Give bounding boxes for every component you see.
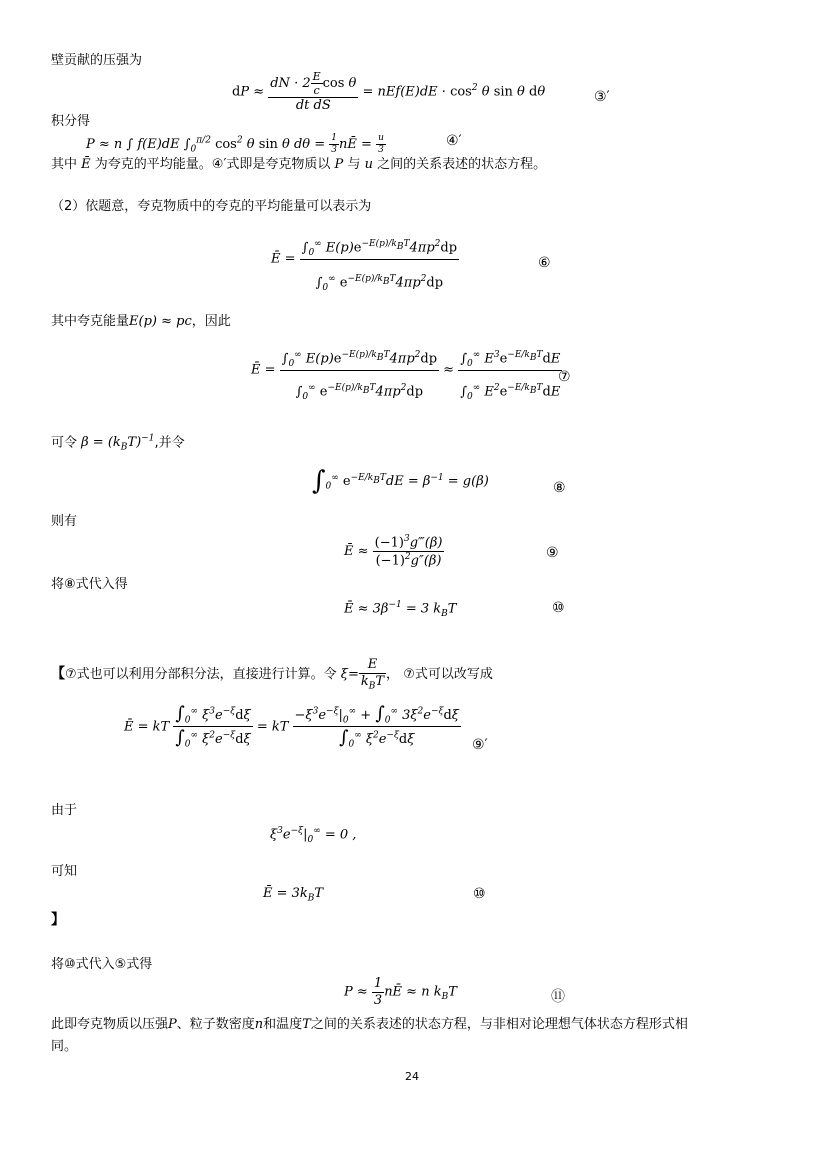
equation-10: Ē ≈ $3\beta^{-1} = 3$ $k_BT$ bbox=[344, 600, 457, 619]
text-known: 可知 bbox=[51, 864, 78, 879]
text-substitute-10: 将⑩式代入⑤式得 bbox=[51, 957, 153, 972]
page-number: 24 bbox=[405, 1070, 419, 1083]
equation-dP: dP ≈ dN · 2 $\frac{E}{c}$ cos θ dt dS = $nEf(E)dE \cdot \cos^2 \theta$ sin θ dθ bbox=[232, 70, 546, 114]
equation-8: $\int_0^\infty$ $e^{-E/k_BT}dE = \beta^{-1} = g(\beta)$ bbox=[312, 466, 489, 496]
equation-number: ⑥ bbox=[538, 255, 551, 271]
equation-number: ⑨ bbox=[546, 545, 559, 561]
text-same: 同。 bbox=[51, 1039, 78, 1054]
text-substitute-8: 将⑧式代入得 bbox=[51, 577, 128, 592]
equation-6: Ē = $\frac{\int_0^\infty E(p)e^{-E(p)/k_BT}4\pi p^2dp}{\int_0^\infty e^{-E(p)/k_BT}4\pi p^2dp}$ bbox=[271, 225, 459, 293]
equation-9: Ē ≈ $\frac{(-1)^3g‴(\beta)}{(-1)^2g''(\beta)}$ bbox=[344, 534, 443, 569]
equation-number: ⑪ bbox=[551, 989, 565, 1005]
text-state-equation: 此即夸克物质以压强P、粒子数密度n和温度T之间的关系表述的状态方程，与非相对论理想气体状态方程形式相 bbox=[51, 1017, 688, 1032]
text-average-energy: 其中 Ē 为夸克的平均能量。④′式即是夸克物质以 P 与 u 之间的关系表述的状态方程。 bbox=[51, 157, 547, 172]
text-integration-by-parts: 【⑦式也可以利用分部积分法，直接进行计算。令 ξ= $\frac{E}{k_BT}$ ， ⑦式可以改写成 bbox=[51, 657, 493, 692]
equation-boundary: $\xi^3e^{-\xi}|_0^\infty = 0$ , bbox=[270, 826, 357, 845]
equation-P: P ≈ n ∫ f(E)dE $\int_0^{\pi/2}$ $\cos^2 \theta$ sin θ dθ = $\frac{1}{3}$ nĒ = $\frac{u}{3}$ bbox=[86, 133, 384, 155]
equation-number: ⑨′ bbox=[472, 737, 488, 753]
equation-number: ⑧ bbox=[553, 480, 566, 496]
text-quark-energy: 其中夸克能量E(p) ≈ pc，因此 bbox=[51, 314, 231, 329]
equation-7: Ē = $\frac{\int_0^\infty E(p)e^{-E(p)/k_BT}4\pi p^2dp}{\int_0^\infty e^{-E(p)/k_BT}4\pi p^2dp}$ ≈ $\frac{\int_0^\infty E^3e^{-E/k_BT}dE}{\int_0^\infty E^2e^{-E/k_BT}dE}$ bbox=[251, 338, 562, 402]
text-then: 则有 bbox=[51, 514, 78, 529]
text-part-2: （2）依题意，夸克物质中的夸克的平均能量可以表示为 bbox=[51, 199, 372, 214]
closing-bracket: 】 bbox=[51, 912, 65, 928]
equation-number: ④′ bbox=[446, 133, 462, 149]
text-since: 由于 bbox=[51, 803, 78, 818]
text-pressure-contribution: 壁贡献的压强为 bbox=[51, 53, 143, 68]
equation-number: ③′ bbox=[594, 89, 610, 105]
equation-number: ⑩ bbox=[552, 600, 565, 616]
equation-10-alt: Ē = $3k_BT$ bbox=[263, 886, 324, 904]
equation-number: ⑦ bbox=[558, 369, 571, 385]
text-let-beta: 可令 $\beta = (k_BT)^{-1}$,并令 bbox=[51, 434, 185, 453]
equation-number: ⑩ bbox=[473, 886, 486, 902]
equation-11: P ≈ $\frac{1}{3}$ nĒ ≈ n $k_BT$ bbox=[344, 976, 457, 1008]
equation-9-prime: Ē = kT $\frac{\int_0^\infty \xi^3e^{-\xi}d\xi}{\int_0^\infty \xi^2e^{-\xi}d\xi}$ = kT $\frac{-\xi^3e^{-\xi}|_0^\infty + \int_0^\infty 3\xi^2e^{-\xi}d\xi}{\int_0^\infty \xi^2e^{-\xi}d\xi}$ bbox=[124, 703, 459, 750]
text-integrate: 积分得 bbox=[51, 114, 91, 129]
